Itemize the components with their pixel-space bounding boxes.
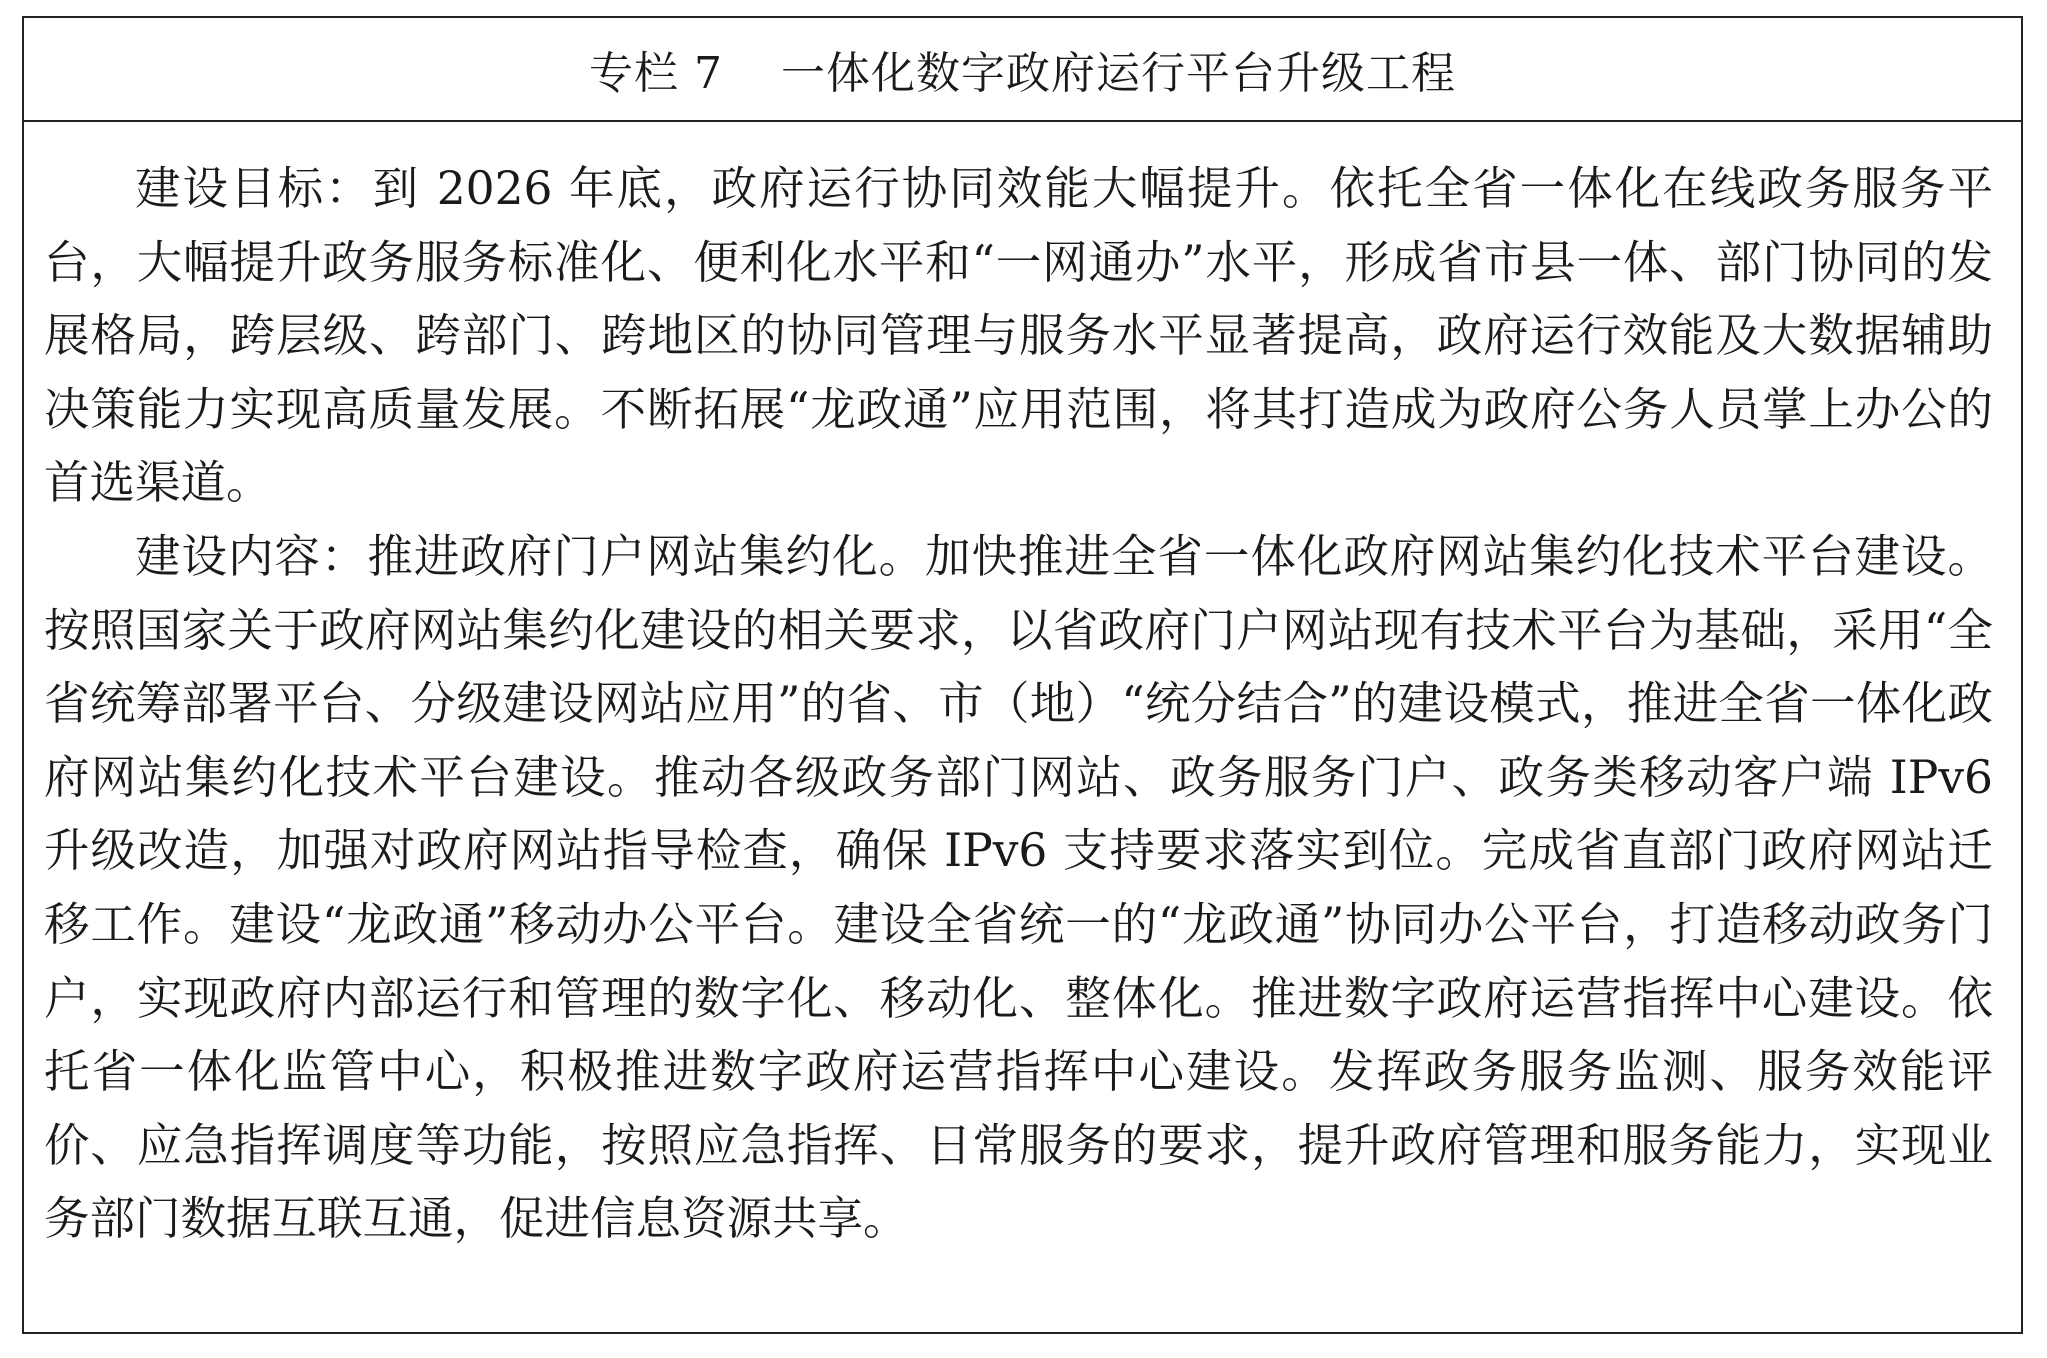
column-box <box>22 16 2023 1334</box>
column-body <box>24 122 2021 1256</box>
paragraph-goals: 建设目标：到 2026 年底，政府运行协同效能大幅提升。依托全省一体化在线政务服务平台，大幅提升政务服务标准化、便利化水平和“一网通办”水平，形成省市县一体、部门协同的发展格局，跨层级、跨部门、跨地区的协同管理与服务水平显著提高，政府运行效能及大数据辅助决策能力实现高质量发展。不断拓展“龙政通”应用范围，将其打造成为政府公务人员掌上办公的首选渠道。 <box>44 162 1993 510</box>
column-number: 专栏 7 <box>589 48 723 99</box>
column-heading: 一体化数字政府运行平台升级工程 <box>780 48 1456 99</box>
paragraph-content: 建设内容：推进政府门户网站集约化。加快推进全省一体化政府网站集约化技术平台建设。按照国家关于政府网站集约化建设的相关要求，以省政府门户网站现有技术平台为基础，采用“全省统筹部署平台、分级建设网站应用”的省、市（地）“统分结合”的建设模式，推进全省一体化政府网站集约化技术平台建设。推动各级政务部门网站、政务服务门户、政务类移动客户端 IPv6 升级改造，加强对政府网站指导检查，确保 IPv6 支持要求落实到位。完成省直部门政府网站迁移工作。建设“龙政通”移动办公平台。建设全省统一的“龙政通”协同办公平台，打造移动政务门户，实现政府内部运行和管理的数字化、移动化、整体化。推进数字政府运营指挥中心建设。依托省一体化监管中心，积极推进数字政府运营指挥中心建设。发挥政务服务监测、服务效能评价、应急指挥调度等功能，按照应急指挥、日常服务的要求，提升政府管理和服务能力，实现业务部门数据互联互通，促进信息资源共享。 <box>44 529 1993 1246</box>
column-title <box>24 18 2021 122</box>
